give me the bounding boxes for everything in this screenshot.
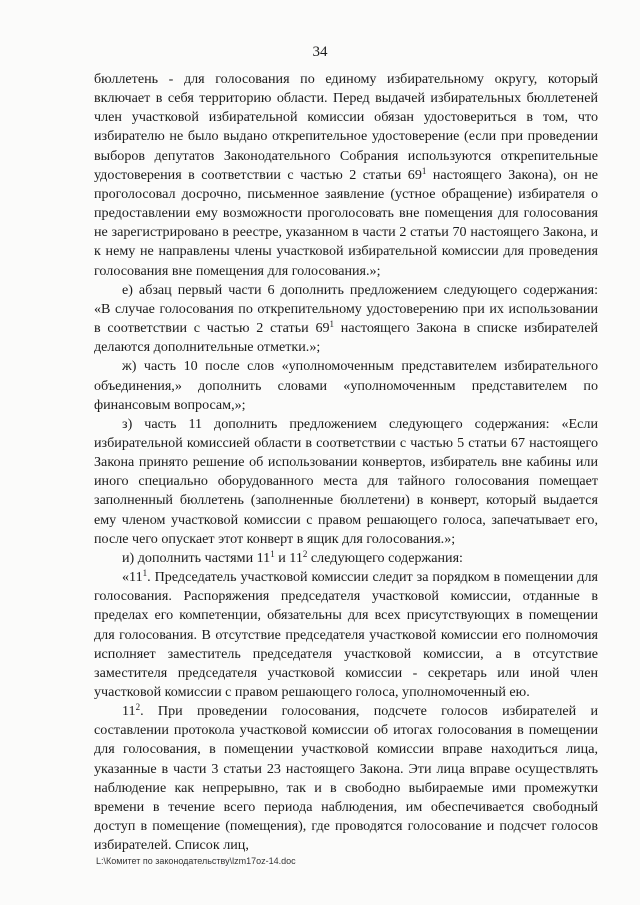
paragraph-text: «11 [122,569,143,586]
paragraph-text: настоящего Закона в списке избирателей делаются дополнительные отметки.»; [94,320,598,356]
footer-file-path: L:\Комитет по законодательству\lzm17oz-14.doc [96,856,296,866]
paragraph-text: настоящего Закона), он не проголосовал досрочно, письменное заявление (устное обращение) избирателя о предоставлении ему возможности проголосовать вне помещения для голосования не зарегистрировано в реестре, указанном в части 2 статьи 70 настоящего Закона, и к нему не направлены члены участковой избирательной комиссии для проведения голосования вне помещения для голосования.»; [94,166,598,279]
paragraph-text: . При проведении голосования, подсчете голосов избирателей и составлении протокола участковой комиссии об итогах голосования в помещении для голосования, в помещении участковой комиссии вправе находиться лица, указанные в части 3 статьи 23 настоящего Закона. Эти лица вправе осуществлять наблюдение как непрерывно, так и в свободно выбираемые ими промежутки времени в течение всего периода наблюдения, им обеспечивается свободный доступ в помещение (помещения), где проводятся голосование и подсчет голосов избирателей. Список лиц, [94,703,598,854]
paragraph-text: . Председатель участковой комиссии следит за порядком в помещении для голосования. Распоряжения председателя участковой комиссии, отданные в пределах его компетенции, обязательны для всех присутствующих в помещении для голосования. В отсутствие председателя участковой комиссии его полномочия исполняет заместитель председателя участковой комиссии, а в отсутствие заместителя председателя участковой комиссии - секретарь или иной член участковой комиссии с правом решающего голоса, уполномоченный ею. [94,569,598,700]
document-body [94,70,598,855]
paragraph-text: следующего содержания: [307,549,463,566]
paragraph [94,702,598,855]
paragraph [94,357,598,414]
superscript: 2 [135,702,141,713]
page-number: 34 [312,44,328,60]
superscript: 1 [421,165,427,176]
superscript: 2 [302,548,308,559]
paragraph-text: ж) часть 10 после слов «уполномоченным представителем избирательного объединения,» дополнить словами «уполномоченным представителем по финансовым вопросам,»; [94,358,598,413]
paragraph [94,549,598,568]
paragraph-text: и) дополнить частями 11 [122,549,271,566]
paragraph-text: бюллетень - для голосования по единому избирательному округу, который включает в себя территорию области. Перед выдачей избирательных бюллетеней член участковой избирательной комиссии обязан удостовериться в том, что избирателю не было выдано открепительное удостоверение (если при проведении выборов депутатов Законодательного Собрания используются открепительные удостоверения в соответствии с частью 2 статьи 69 [94,71,598,183]
superscript: 1 [142,568,148,579]
superscript: 1 [329,319,335,330]
paragraph-text: е) абзац первый части 6 дополнить предложением следующего содержания: «В случае голосования по открепительному удостоверению при их использовании в соответствии с частью 2 статьи 69 [94,281,598,337]
paragraph [94,281,598,358]
paragraph [94,415,598,549]
paragraph-text: 11 [122,703,136,720]
paragraph [94,70,598,281]
superscript: 1 [270,548,275,559]
paragraph-text: з) часть 11 дополнить предложением следующего содержания: «Если избирательной комиссией области в соответствии с частью 5 статьи 67 настоящего Закона принято решение об использовании конвертов, избиратель вне кабины или иного специально оборудованного места для тайного голосования помещает заполненный бюллетень (заполненные бюллетени) в конверт, который выдается ему членом участковой комиссии с правом решающего голоса, запечатывает его, после чего опускает этот конверт в ящик для голосования.»; [94,415,598,547]
paragraph [94,568,598,702]
paragraph-text: и 11 [274,549,303,566]
